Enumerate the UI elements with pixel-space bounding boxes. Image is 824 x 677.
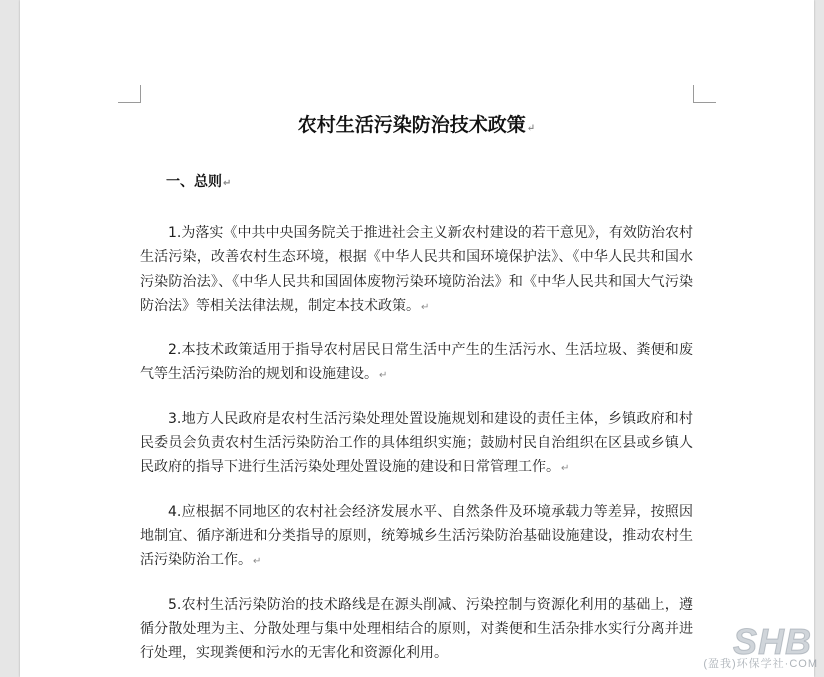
document-title: 农村生活污染防治技术政策↵ [297,114,536,136]
watermark-text: (盈我)环保学社·COM [703,658,818,670]
paragraph-5: 5.农村生活污染防治的技术路线是在源头削减、污染控制与资源化利用的基础上，遵循分散处理为主、分散处理与集中处理相结合的原则，对粪便和生活杂排水实行分离并进行处理，实现粪便和污水的无害化和资源化利用。 [140,596,693,662]
paragraph-3: 3.地方人民政府是农村生活污染处理处置设施规划和建设的责任主体，乡镇政府和村民委员会负责农村生活污染防治工作的具体组织实施；鼓励村民自治组织在区县或乡镇人民政府的指导下进行生活污染处理处置设施的建设和日常管理工作。↵ [140,410,693,476]
paragraph-1: 1.为落实《中共中央国务院关于推进社会主义新农村建设的若干意见》，有效防治农村生活污染，改善农村生态环境，根据《中华人民共和国环境保护法》、《中华人民共和国水污染防治法》、《中华人民共和国固体废物污染环境防治法》和《中华人民共和国大气污染防治法》等相关法律法规，制定本技术政策。↵ [140,225,693,314]
paragraph-mark-icon: ↵ [379,370,388,382]
margin-corner-top-left [118,85,141,103]
margin-corner-top-right [693,85,716,103]
section-heading: 一、总则↵ [166,174,232,190]
paragraph-4: 4.应根据不同地区的农村社会经济发展水平、自然条件及环境承载力等差异，按照因地制宜、循序渐进和分类指导的原则，统筹城乡生活污染防治基础设施建设，推动农村生活污染防治工作。↵ [140,503,693,569]
paragraph-mark-icon: ↵ [561,463,570,475]
paragraph-mark-icon: ↵ [253,556,262,568]
paragraph-mark-icon: ↵ [223,178,232,189]
paragraph-mark-icon: ↵ [421,301,430,313]
site-watermark [690,621,820,671]
paragraph-mark-icon: ↵ [526,123,536,134]
document-page[interactable] [20,0,814,677]
watermark-logo: SHB [732,621,812,662]
paragraph-2: 2.本技术政策适用于指导农村居民日常生活中产生的生活污水、生活垃圾、粪便和废气等生活污染防治的规划和设施建设。↵ [140,342,693,383]
document-body[interactable] [140,106,693,665]
